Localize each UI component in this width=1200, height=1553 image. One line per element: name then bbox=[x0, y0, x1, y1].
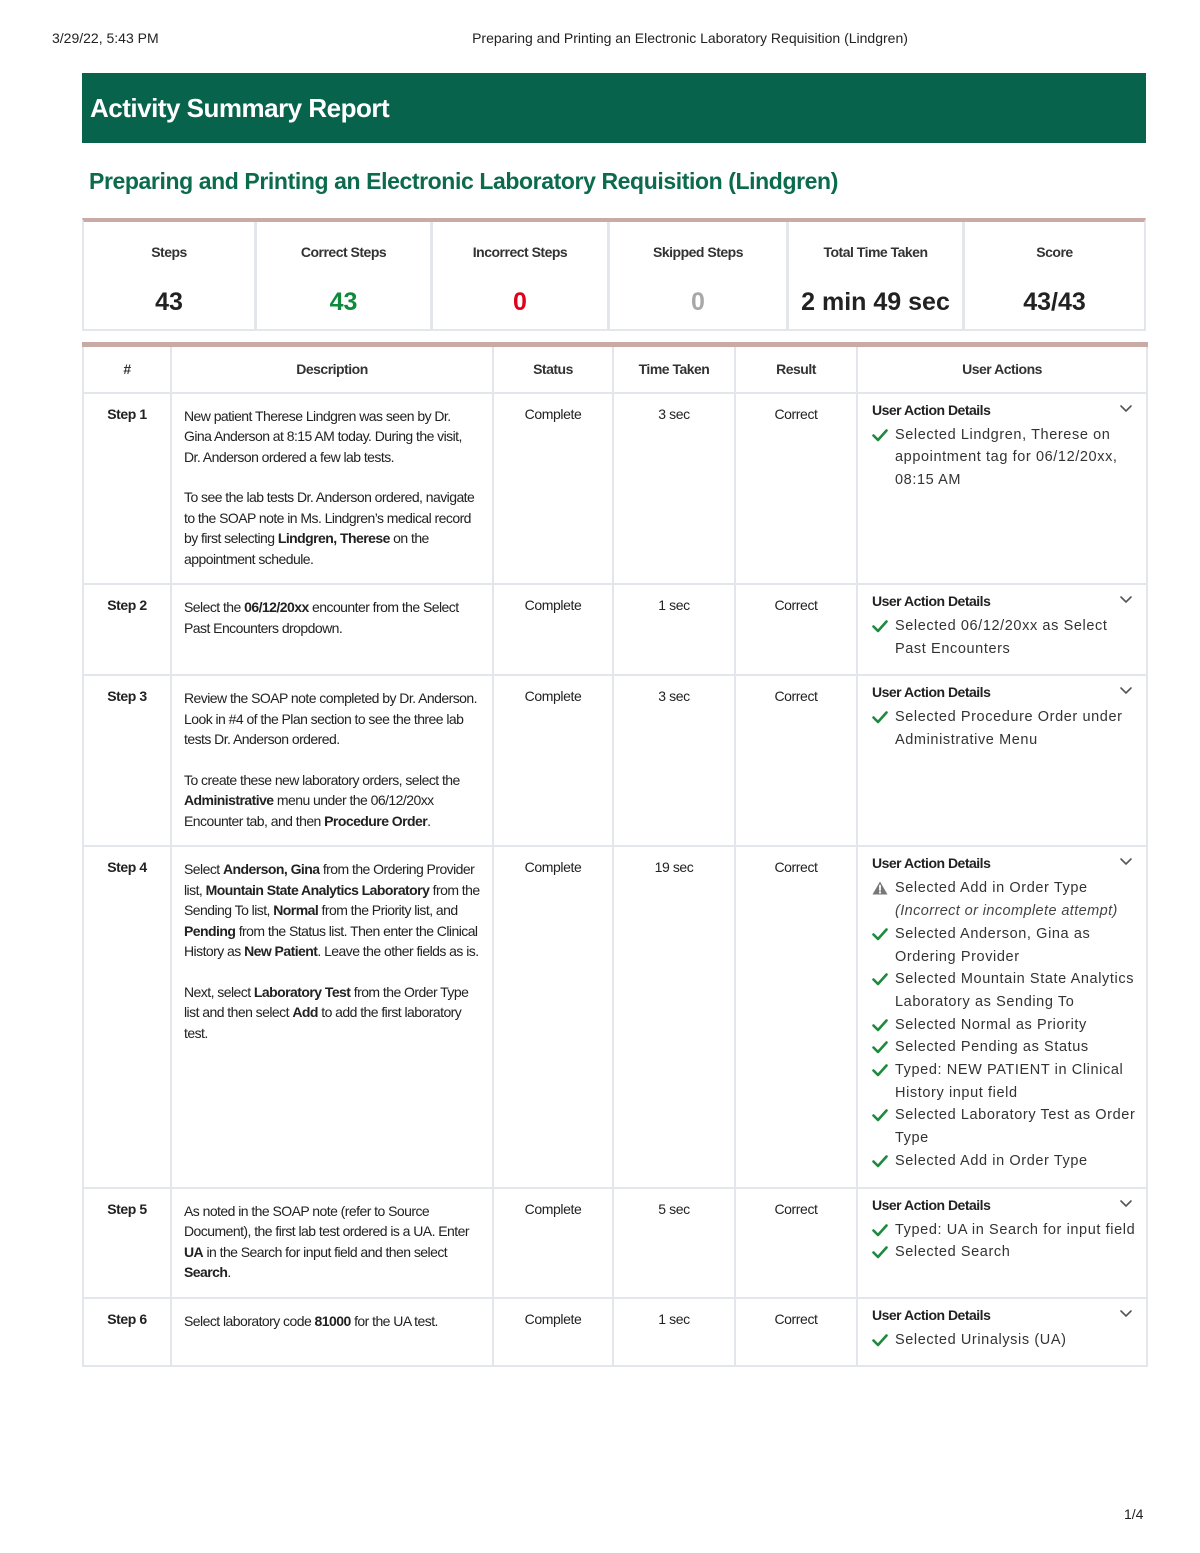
step-user-actions bbox=[857, 1298, 1147, 1367]
description-text: for the UA test. bbox=[350, 1312, 438, 1329]
chevron-down-icon[interactable] bbox=[1118, 400, 1134, 416]
check-icon bbox=[872, 619, 888, 633]
summary-skipped-value: 0 bbox=[691, 288, 705, 316]
step-number: Step 1 bbox=[83, 393, 171, 585]
summary-score-label: Score bbox=[1036, 244, 1073, 260]
description-paragraph bbox=[184, 1201, 480, 1283]
user-action-text: Selected Mountain State Analytics Laboratory as Sending To bbox=[895, 971, 1135, 1010]
step-number: Step 6 bbox=[83, 1298, 171, 1367]
description-emphasis: Anderson, Gina bbox=[222, 861, 320, 878]
summary-score-value: 43/43 bbox=[1023, 288, 1086, 316]
check-icon bbox=[872, 1108, 888, 1122]
user-action-list bbox=[872, 615, 1136, 660]
user-action-details-label: User Action Details bbox=[872, 593, 991, 609]
step-description bbox=[171, 584, 493, 675]
check-icon bbox=[872, 710, 888, 724]
warning-icon bbox=[872, 881, 888, 895]
step-number: Step 3 bbox=[83, 675, 171, 846]
summary-score bbox=[965, 222, 1144, 329]
step-user-actions bbox=[857, 675, 1147, 846]
step-description bbox=[171, 393, 493, 585]
step-user-actions bbox=[857, 1188, 1147, 1298]
summary-steps-label: Steps bbox=[151, 244, 187, 260]
user-action-details-toggle[interactable] bbox=[872, 593, 1136, 613]
step-user-actions bbox=[857, 846, 1147, 1187]
table-header-row bbox=[83, 345, 1147, 393]
description-paragraph bbox=[184, 770, 480, 832]
summary-skipped bbox=[610, 222, 789, 329]
print-title: Preparing and Printing an Electronic Laboratory Requisition (Lindgren) bbox=[472, 30, 908, 46]
user-action-item bbox=[872, 706, 1136, 751]
description-paragraph bbox=[184, 859, 480, 962]
user-action-item bbox=[872, 877, 1136, 922]
summary-panel bbox=[82, 218, 1146, 331]
step-description bbox=[171, 846, 493, 1187]
col-header-num: # bbox=[83, 345, 171, 393]
check-icon bbox=[872, 1154, 888, 1168]
step-result: Correct bbox=[735, 1298, 857, 1367]
user-action-item bbox=[872, 923, 1136, 968]
description-paragraph bbox=[184, 406, 480, 468]
step-status: Complete bbox=[493, 1298, 613, 1367]
description-emphasis: Procedure Order bbox=[324, 812, 428, 829]
summary-incorrect-label: Incorrect Steps bbox=[472, 244, 568, 260]
description-emphasis: Search bbox=[184, 1264, 228, 1281]
user-action-details-label: User Action Details bbox=[872, 1196, 991, 1213]
user-action-text: Typed: UA in Search for input field bbox=[895, 1221, 1136, 1238]
report-banner bbox=[82, 73, 1146, 143]
table-row bbox=[83, 393, 1147, 585]
user-action-list bbox=[872, 424, 1136, 492]
step-description bbox=[171, 1188, 493, 1298]
description-emphasis: UA bbox=[184, 1243, 204, 1260]
chevron-down-icon[interactable] bbox=[1118, 1195, 1134, 1211]
chevron-down-icon[interactable] bbox=[1118, 591, 1134, 607]
step-status: Complete bbox=[493, 846, 613, 1187]
table-row bbox=[83, 675, 1147, 846]
description-text: on the appointment schedule. bbox=[184, 530, 429, 567]
user-action-details-toggle[interactable] bbox=[872, 684, 1136, 704]
step-result: Correct bbox=[735, 846, 857, 1187]
description-text: encounter from the Select Past Encounters dropdown. bbox=[184, 599, 459, 636]
user-action-details-toggle[interactable] bbox=[872, 1197, 1136, 1217]
description-paragraph bbox=[184, 597, 480, 638]
description-emphasis: New Patient bbox=[244, 943, 318, 960]
step-description bbox=[171, 675, 493, 846]
step-time-taken: 3 sec bbox=[613, 675, 735, 846]
summary-incorrect-value: 0 bbox=[513, 288, 527, 316]
description-text: from the Priority list, and bbox=[318, 902, 458, 919]
step-number: Step 5 bbox=[83, 1188, 171, 1298]
check-icon bbox=[872, 1223, 888, 1237]
description-paragraph bbox=[184, 487, 480, 569]
user-action-details-toggle[interactable] bbox=[872, 855, 1136, 875]
step-time-taken: 19 sec bbox=[613, 846, 735, 1187]
description-text: Next, select bbox=[184, 983, 254, 1000]
step-result: Correct bbox=[735, 1188, 857, 1298]
description-text: Select bbox=[184, 861, 223, 878]
report-title: Activity Summary Report bbox=[90, 93, 390, 123]
description-text: . Leave the other fields as is. bbox=[317, 943, 479, 960]
description-emphasis: Pending bbox=[184, 922, 236, 939]
step-result: Correct bbox=[735, 584, 857, 675]
summary-steps-value: 43 bbox=[155, 288, 183, 316]
user-action-item bbox=[872, 1104, 1136, 1149]
col-header-status: Status bbox=[493, 345, 613, 393]
user-action-text: Selected 06/12/20xx as Select Past Encounters bbox=[895, 618, 1108, 657]
page-number: 1/4 bbox=[1124, 1506, 1144, 1522]
description-emphasis: 06/12/20xx bbox=[244, 599, 309, 615]
description-text: from the Order Type list and then select bbox=[184, 983, 469, 1021]
user-action-item bbox=[872, 424, 1136, 492]
step-status: Complete bbox=[493, 393, 613, 585]
col-header-actions: User Actions bbox=[857, 345, 1147, 393]
description-emphasis: Lindgren, Therese bbox=[277, 530, 390, 546]
user-action-details-label: User Action Details bbox=[872, 855, 991, 872]
summary-time-label: Total Time Taken bbox=[823, 244, 928, 260]
user-action-details-toggle[interactable] bbox=[872, 1307, 1136, 1327]
summary-correct bbox=[257, 222, 433, 329]
step-time-taken: 1 sec bbox=[613, 1298, 735, 1367]
description-paragraph bbox=[184, 688, 480, 750]
description-text: . bbox=[227, 1264, 231, 1281]
check-icon bbox=[872, 927, 888, 941]
user-action-item bbox=[872, 1219, 1136, 1242]
description-text: Select laboratory code bbox=[184, 1312, 315, 1329]
summary-time bbox=[789, 222, 965, 329]
steps-table bbox=[82, 342, 1148, 1367]
user-action-list bbox=[872, 706, 1136, 751]
user-action-details-label: User Action Details bbox=[872, 684, 991, 701]
chevron-down-icon[interactable] bbox=[1118, 853, 1134, 869]
summary-correct-value: 43 bbox=[329, 288, 358, 316]
step-time-taken: 5 sec bbox=[613, 1188, 735, 1298]
step-user-actions bbox=[857, 584, 1147, 675]
user-action-item bbox=[872, 1329, 1136, 1352]
user-action-item bbox=[872, 615, 1136, 660]
description-text: from the Status list. Then enter the Clinical History as bbox=[184, 922, 478, 960]
step-time-taken: 1 sec bbox=[613, 584, 735, 675]
summary-correct-label: Correct Steps bbox=[300, 244, 387, 260]
check-icon bbox=[872, 1040, 888, 1054]
user-action-text: Selected Lindgren, Therese on appointment tag for 06/12/20xx, 08:15 AM bbox=[895, 426, 1118, 488]
user-action-text: Selected Normal as Priority bbox=[895, 1016, 1087, 1033]
user-action-text: Selected Add in Order Type bbox=[895, 880, 1088, 897]
user-action-item bbox=[872, 1150, 1136, 1173]
description-text: in the Search for input field and then select bbox=[203, 1243, 448, 1260]
user-action-text: Selected Urinalysis (UA) bbox=[895, 1331, 1067, 1348]
user-action-details-label: User Action Details bbox=[872, 401, 991, 418]
steps-body bbox=[83, 393, 1147, 1367]
description-text: As noted in the SOAP note (refer to Source Document), the first lab test ordered is a UA. Enter bbox=[184, 1202, 469, 1240]
description-paragraph bbox=[184, 1311, 480, 1332]
check-icon bbox=[872, 428, 888, 442]
check-icon bbox=[872, 1018, 888, 1032]
description-text: To create these new laboratory orders, select the bbox=[184, 771, 460, 788]
chevron-down-icon[interactable] bbox=[1118, 1305, 1134, 1321]
user-action-details-label: User Action Details bbox=[872, 1306, 991, 1323]
step-number: Step 4 bbox=[83, 846, 171, 1187]
table-row bbox=[83, 1188, 1147, 1298]
table-row bbox=[83, 1298, 1147, 1367]
description-text: New patient Therese Lindgren was seen by Dr. Gina Anderson at 8:15 AM today. During the visit, Dr. Anderson ordered a few lab tests. bbox=[184, 407, 462, 465]
user-action-text: Selected Anderson, Gina as Ordering Provider bbox=[895, 925, 1091, 965]
table-row bbox=[83, 584, 1147, 675]
user-action-details-toggle[interactable] bbox=[872, 402, 1136, 422]
description-text: . bbox=[427, 812, 431, 829]
user-action-text: Selected Pending as Status bbox=[895, 1039, 1089, 1056]
activity-title: Preparing and Printing an Electronic Laboratory Requisition (Lindgren) bbox=[89, 168, 838, 194]
summary-skipped-label: Skipped Steps bbox=[653, 244, 743, 260]
description-text: from the Sending To list, bbox=[184, 881, 480, 919]
user-action-list bbox=[872, 1219, 1136, 1264]
print-date: 3/29/22, 5:43 PM bbox=[52, 30, 159, 46]
print-header bbox=[0, 30, 1200, 50]
description-text: from the Ordering Provider list, bbox=[184, 861, 475, 898]
step-user-actions bbox=[857, 393, 1147, 585]
step-description bbox=[171, 1298, 493, 1367]
col-header-description: Description bbox=[171, 345, 493, 393]
description-emphasis: Add bbox=[292, 1004, 318, 1021]
description-emphasis: Laboratory Test bbox=[253, 983, 351, 1000]
user-action-item bbox=[872, 968, 1136, 1013]
col-header-result: Result bbox=[735, 345, 857, 393]
summary-time-value: 2 min 49 sec bbox=[801, 288, 950, 316]
description-emphasis: 81000 bbox=[314, 1312, 351, 1329]
user-action-text: Selected Search bbox=[895, 1244, 1011, 1261]
step-number: Step 2 bbox=[83, 584, 171, 675]
check-icon bbox=[872, 972, 888, 986]
description-text: To see the lab tests Dr. Anderson ordered, navigate to the SOAP note in Ms. Lindgren’s medical record by first selecting bbox=[184, 489, 475, 546]
description-emphasis: Mountain State Analytics Laboratory bbox=[205, 881, 430, 898]
check-icon bbox=[872, 1063, 888, 1077]
step-status: Complete bbox=[493, 675, 613, 846]
summary-steps bbox=[84, 222, 257, 329]
description-text: to add the first laboratory test. bbox=[184, 1004, 462, 1041]
check-icon bbox=[872, 1333, 888, 1347]
check-icon bbox=[872, 1245, 888, 1259]
description-paragraph bbox=[184, 982, 480, 1044]
user-action-text: Selected Laboratory Test as Order Type bbox=[895, 1107, 1136, 1147]
table-row bbox=[83, 846, 1147, 1187]
user-action-text: Selected Procedure Order under Administrative Menu bbox=[895, 709, 1123, 749]
chevron-down-icon[interactable] bbox=[1118, 682, 1134, 698]
user-action-text: Typed: NEW PATIENT in Clinical History input field bbox=[895, 1062, 1124, 1101]
description-emphasis: Normal bbox=[273, 902, 319, 919]
description-text: menu under the 06/12/20xx Encounter tab, and then bbox=[184, 792, 434, 829]
user-action-note: (Incorrect or incomplete attempt) bbox=[895, 903, 1118, 920]
user-action-item bbox=[872, 1036, 1136, 1059]
step-result: Correct bbox=[735, 393, 857, 585]
print-title-wrap bbox=[0, 30, 1200, 46]
user-action-list bbox=[872, 877, 1136, 1172]
user-action-text: Selected Add in Order Type bbox=[895, 1152, 1088, 1169]
summary-incorrect bbox=[433, 222, 610, 329]
description-text: Review the SOAP note completed by Dr. Anderson. Look in #4 of the Plan section to see the three lab tests Dr. Anderson ordered. bbox=[184, 690, 477, 748]
user-action-item bbox=[872, 1014, 1136, 1037]
step-status: Complete bbox=[493, 584, 613, 675]
step-time-taken: 3 sec bbox=[613, 393, 735, 585]
step-result: Correct bbox=[735, 675, 857, 846]
step-status: Complete bbox=[493, 1188, 613, 1298]
user-action-item bbox=[872, 1241, 1136, 1264]
description-emphasis: Administrative bbox=[184, 792, 274, 809]
user-action-list bbox=[872, 1329, 1136, 1352]
description-text: Select the bbox=[184, 599, 245, 615]
user-action-item bbox=[872, 1059, 1136, 1104]
col-header-time: Time Taken bbox=[613, 345, 735, 393]
